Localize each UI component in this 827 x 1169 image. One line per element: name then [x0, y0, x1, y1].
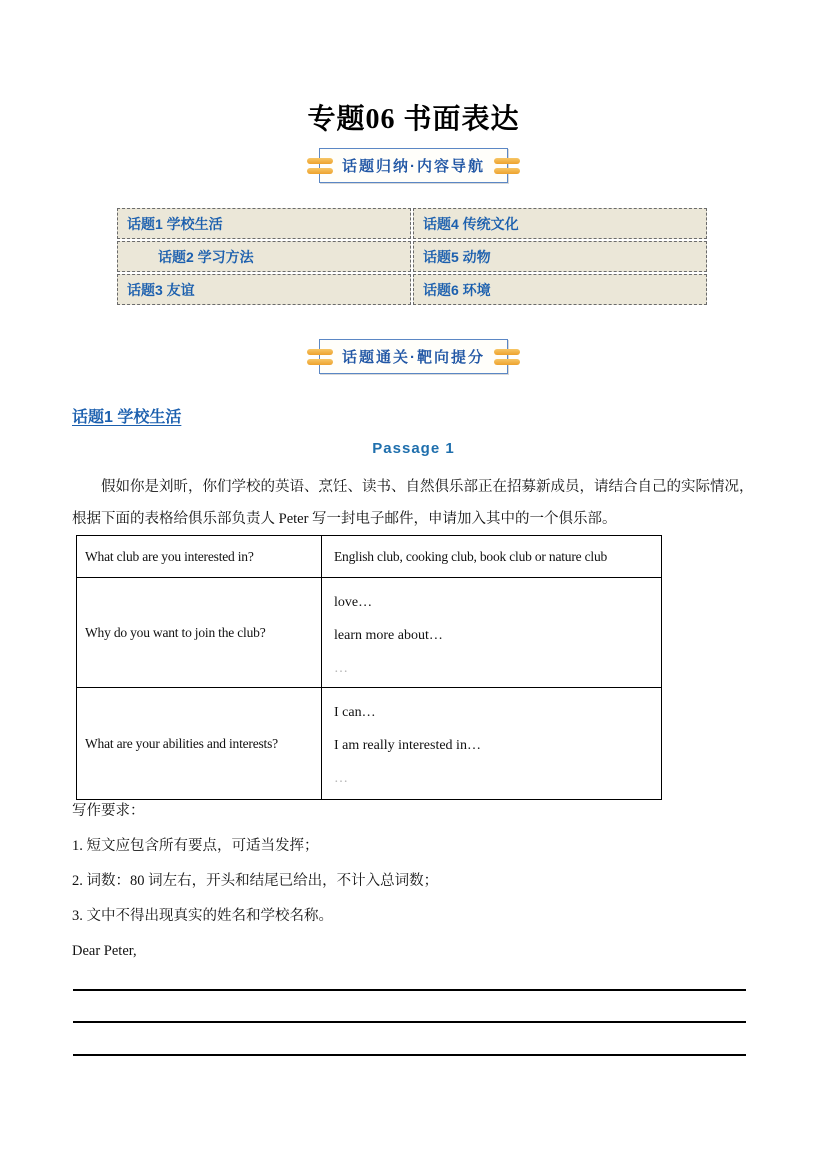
banner-ornament-left-icon [307, 158, 333, 174]
topic-cell-study-methods: 话题2 学习方法 [117, 241, 411, 272]
banner-practice-label: 话题通关·靶向提分 [342, 349, 485, 366]
question-cell: Why do you want to join the club? [77, 578, 322, 688]
answer-line: I am really interested in… [334, 738, 481, 753]
writing-line [73, 1054, 746, 1056]
table-row [77, 578, 662, 688]
topic-cell-animals: 话题5 动物 [413, 241, 707, 272]
topic-cell-friendship: 话题3 友谊 [117, 274, 411, 305]
prompt-paragraph: 假如你是刘昕，你们学校的英语、烹饪、读书、自然俱乐部正在招募新成员，请结合自己的实际情况，根据下面的表格给俱乐部负责人 Peter 写一封电子邮件，申请加入其中的一个俱乐部。 [72, 479, 754, 527]
banner-practice [319, 339, 508, 374]
salutation: Dear Peter, [72, 943, 137, 959]
table-row [77, 688, 662, 800]
banner-practice-wrap [0, 339, 827, 374]
answer-line: love… [334, 595, 373, 610]
writing-line [73, 1021, 746, 1023]
requirement-item: 3. 文中不得出现真实的姓名和学校名称。 [72, 908, 333, 924]
requirement-item: 1. 短文应包含所有要点，可适当发挥； [72, 838, 319, 854]
writing-line [73, 989, 746, 991]
table-row [77, 536, 662, 578]
question-cell: What club are you interested in? [77, 536, 322, 578]
answer-cell: English club, cooking club, book club or nature club [322, 536, 662, 578]
requirement-item: 2. 词数：80 词左右，开头和结尾已给出，不计入总词数； [72, 873, 439, 889]
answer-cell [322, 578, 662, 688]
answer-line: … [334, 771, 348, 786]
answer-cell [322, 688, 662, 800]
topics-grid [117, 208, 707, 305]
section-heading: 话题1 学校生活 [72, 409, 182, 426]
banner-ornament-right-icon [494, 349, 520, 365]
question-cell: What are your abilities and interests? [77, 688, 322, 800]
passage-title: Passage 1 [372, 440, 455, 457]
topic-cell-school-life: 话题1 学校生活 [117, 208, 411, 239]
banner-ornament-left-icon [307, 349, 333, 365]
requirements-block [72, 801, 762, 976]
banner-nav-label: 话题归纳·内容导航 [342, 158, 485, 175]
page-title: 专题06 书面表达 [307, 104, 520, 135]
answer-line: learn more about… [334, 628, 443, 643]
club-table [76, 535, 662, 800]
topic-cell-environment: 话题6 环境 [413, 274, 707, 305]
answer-line: … [334, 661, 348, 676]
requirements-heading: 写作要求： [72, 803, 145, 819]
topic-cell-traditional-culture: 话题4 传统文化 [413, 208, 707, 239]
banner-nav [319, 148, 508, 183]
banner-ornament-right-icon [494, 158, 520, 174]
banner-nav-wrap [0, 148, 827, 183]
answer-line: I can… [334, 705, 376, 720]
